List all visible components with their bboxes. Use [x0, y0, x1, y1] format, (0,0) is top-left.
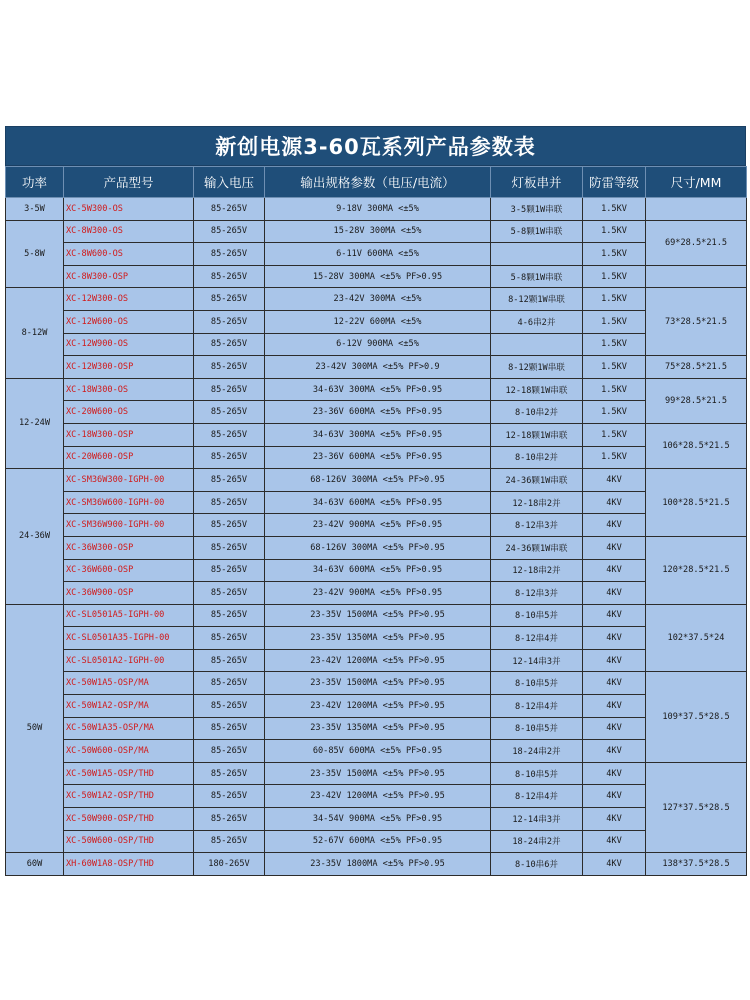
- model-cell: XC-50W1A5-OSP/THD: [64, 762, 194, 785]
- surge-level-cell: 1.5KV: [583, 446, 646, 469]
- surge-level-cell: 4KV: [583, 627, 646, 650]
- table-row: [6, 243, 747, 266]
- model-cell: XC-50W600-OSP/THD: [64, 830, 194, 853]
- board-config-cell: 3-5颗1W串联: [491, 198, 583, 221]
- output-spec-cell: 23-42V 900MA <±5% PF>0.95: [265, 514, 491, 537]
- table-row: [6, 808, 747, 831]
- surge-level-cell: 4KV: [583, 536, 646, 559]
- model-cell: XC-50W1A5-OSP/MA: [64, 672, 194, 695]
- board-config-cell: 18-24串2并: [491, 830, 583, 853]
- size-cell: [646, 198, 747, 221]
- table-row: [6, 830, 747, 853]
- model-cell: XC-18W300-OS: [64, 378, 194, 401]
- surge-level-cell: 4KV: [583, 808, 646, 831]
- input-voltage-cell: 85-265V: [194, 198, 265, 221]
- size-cell: 73*28.5*21.5: [646, 288, 747, 356]
- surge-level-cell: 1.5KV: [583, 310, 646, 333]
- output-spec-cell: 23-42V 900MA <±5% PF>0.95: [265, 582, 491, 605]
- model-cell: XC-12W900-OS: [64, 333, 194, 356]
- sheet-title: 新创电源3-60瓦系列产品参数表: [5, 126, 746, 166]
- output-spec-cell: 23-35V 1800MA <±5% PF>0.95: [265, 853, 491, 876]
- surge-level-cell: 4KV: [583, 762, 646, 785]
- input-voltage-cell: 85-265V: [194, 310, 265, 333]
- input-voltage-cell: 85-265V: [194, 695, 265, 718]
- output-spec-cell: 23-36V 600MA <±5% PF>0.95: [265, 446, 491, 469]
- output-spec-cell: 9-18V 300MA <±5%: [265, 198, 491, 221]
- header-surge-level: 防雷等级: [583, 167, 646, 198]
- board-config-cell: [491, 243, 583, 266]
- parameter-table: [5, 166, 747, 876]
- table-row: [6, 762, 747, 785]
- surge-level-cell: 1.5KV: [583, 401, 646, 424]
- surge-level-cell: 4KV: [583, 514, 646, 537]
- header-input-voltage: 输入电压: [194, 167, 265, 198]
- input-voltage-cell: 85-265V: [194, 762, 265, 785]
- model-cell: XC-36W900-OSP: [64, 582, 194, 605]
- surge-level-cell: 4KV: [583, 695, 646, 718]
- model-cell: XC-8W300-OS: [64, 220, 194, 243]
- surge-level-cell: 1.5KV: [583, 423, 646, 446]
- table-row: [6, 627, 747, 650]
- table-row: [6, 265, 747, 288]
- surge-level-cell: 4KV: [583, 853, 646, 876]
- board-config-cell: 12-14串3并: [491, 649, 583, 672]
- table-row: [6, 469, 747, 492]
- board-config-cell: 24-36颗1W串联: [491, 536, 583, 559]
- table-row: [6, 582, 747, 605]
- input-voltage-cell: 85-265V: [194, 672, 265, 695]
- table-row: [6, 717, 747, 740]
- output-spec-cell: 6-11V 600MA <±5%: [265, 243, 491, 266]
- size-cell: 127*37.5*28.5: [646, 762, 747, 852]
- input-voltage-cell: 85-265V: [194, 536, 265, 559]
- board-config-cell: [491, 333, 583, 356]
- board-config-cell: 8-10串2并: [491, 401, 583, 424]
- input-voltage-cell: 85-265V: [194, 401, 265, 424]
- model-cell: XC-36W600-OSP: [64, 559, 194, 582]
- power-cell: 8-12W: [6, 288, 64, 378]
- board-config-cell: 8-10串5并: [491, 604, 583, 627]
- board-config-cell: 5-8颗1W串联: [491, 265, 583, 288]
- board-config-cell: 4-6串2并: [491, 310, 583, 333]
- model-cell: XC-SM36W900-IGPH-00: [64, 514, 194, 537]
- input-voltage-cell: 85-265V: [194, 604, 265, 627]
- board-config-cell: 12-18串2并: [491, 559, 583, 582]
- input-voltage-cell: 85-265V: [194, 333, 265, 356]
- size-cell: 106*28.5*21.5: [646, 423, 747, 468]
- board-config-cell: 8-12串3并: [491, 582, 583, 605]
- surge-level-cell: 1.5KV: [583, 356, 646, 379]
- size-cell: 102*37.5*24: [646, 604, 747, 672]
- size-cell: 99*28.5*21.5: [646, 378, 747, 423]
- table-row: [6, 198, 747, 221]
- size-cell: 69*28.5*21.5: [646, 220, 747, 265]
- output-spec-cell: 12-22V 600MA <±5%: [265, 310, 491, 333]
- table-row: [6, 785, 747, 808]
- power-cell: 60W: [6, 853, 64, 876]
- table-row: [6, 695, 747, 718]
- input-voltage-cell: 85-265V: [194, 446, 265, 469]
- model-cell: XC-SM36W300-IGPH-00: [64, 469, 194, 492]
- power-cell: 12-24W: [6, 378, 64, 468]
- table-row: [6, 672, 747, 695]
- input-voltage-cell: 85-265V: [194, 785, 265, 808]
- table-row: [6, 649, 747, 672]
- model-cell: XC-50W600-OSP/MA: [64, 740, 194, 763]
- surge-level-cell: 1.5KV: [583, 220, 646, 243]
- output-spec-cell: 23-42V 300MA <±5% PF>0.9: [265, 356, 491, 379]
- size-cell: 138*37.5*28.5: [646, 853, 747, 876]
- table-row: [6, 220, 747, 243]
- board-config-cell: 12-18颗1W串联: [491, 378, 583, 401]
- input-voltage-cell: 85-265V: [194, 378, 265, 401]
- output-spec-cell: 23-42V 1200MA <±5% PF>0.95: [265, 649, 491, 672]
- output-spec-cell: 60-85V 600MA <±5% PF>0.95: [265, 740, 491, 763]
- board-config-cell: 24-36颗1W串联: [491, 469, 583, 492]
- surge-level-cell: 1.5KV: [583, 288, 646, 311]
- size-cell: [646, 265, 747, 288]
- header-row: [6, 167, 747, 198]
- table-row: [6, 604, 747, 627]
- output-spec-cell: 15-28V 300MA <±5% PF>0.95: [265, 265, 491, 288]
- input-voltage-cell: 85-265V: [194, 469, 265, 492]
- model-cell: XC-12W300-OSP: [64, 356, 194, 379]
- power-cell: 50W: [6, 604, 64, 853]
- output-spec-cell: 15-28V 300MA <±5%: [265, 220, 491, 243]
- output-spec-cell: 68-126V 300MA <±5% PF>0.95: [265, 536, 491, 559]
- board-config-cell: 8-12串3并: [491, 514, 583, 537]
- model-cell: XC-SM36W600-IGPH-00: [64, 491, 194, 514]
- output-spec-cell: 23-36V 600MA <±5% PF>0.95: [265, 401, 491, 424]
- model-cell: XC-SL0501A2-IGPH-00: [64, 649, 194, 672]
- board-config-cell: 8-10串5并: [491, 672, 583, 695]
- surge-level-cell: 4KV: [583, 740, 646, 763]
- size-cell: 120*28.5*21.5: [646, 536, 747, 604]
- model-cell: XC-12W300-OS: [64, 288, 194, 311]
- surge-level-cell: 1.5KV: [583, 243, 646, 266]
- input-voltage-cell: 85-265V: [194, 356, 265, 379]
- table-row: [6, 446, 747, 469]
- board-config-cell: 12-18串2并: [491, 491, 583, 514]
- board-config-cell: 8-10串5并: [491, 717, 583, 740]
- model-cell: XC-36W300-OSP: [64, 536, 194, 559]
- header-model: 产品型号: [64, 167, 194, 198]
- table-row: [6, 559, 747, 582]
- board-config-cell: 8-12颗1W串联: [491, 288, 583, 311]
- board-config-cell: 12-14串3并: [491, 808, 583, 831]
- model-cell: XC-50W1A35-OSP/MA: [64, 717, 194, 740]
- size-cell: 109*37.5*28.5: [646, 672, 747, 762]
- table-row: [6, 514, 747, 537]
- board-config-cell: 8-10串2并: [491, 446, 583, 469]
- table-row: [6, 310, 747, 333]
- table-row: [6, 333, 747, 356]
- surge-level-cell: 4KV: [583, 717, 646, 740]
- surge-level-cell: 4KV: [583, 830, 646, 853]
- model-cell: XC-12W600-OS: [64, 310, 194, 333]
- surge-level-cell: 1.5KV: [583, 198, 646, 221]
- input-voltage-cell: 85-265V: [194, 265, 265, 288]
- input-voltage-cell: 85-265V: [194, 423, 265, 446]
- model-cell: XC-18W300-OSP: [64, 423, 194, 446]
- input-voltage-cell: 85-265V: [194, 220, 265, 243]
- output-spec-cell: 23-42V 300MA <±5%: [265, 288, 491, 311]
- table-row: [6, 423, 747, 446]
- input-voltage-cell: 85-265V: [194, 514, 265, 537]
- output-spec-cell: 52-67V 600MA <±5% PF>0.95: [265, 830, 491, 853]
- table-row: [6, 401, 747, 424]
- output-spec-cell: 23-35V 1500MA <±5% PF>0.95: [265, 762, 491, 785]
- surge-level-cell: 4KV: [583, 604, 646, 627]
- output-spec-cell: 34-63V 600MA <±5% PF>0.95: [265, 559, 491, 582]
- input-voltage-cell: 85-265V: [194, 559, 265, 582]
- output-spec-cell: 68-126V 300MA <±5% PF>0.95: [265, 469, 491, 492]
- output-spec-cell: 23-42V 1200MA <±5% PF>0.95: [265, 695, 491, 718]
- board-config-cell: 5-8颗1W串联: [491, 220, 583, 243]
- surge-level-cell: 4KV: [583, 469, 646, 492]
- output-spec-cell: 23-35V 1350MA <±5% PF>0.95: [265, 627, 491, 650]
- table-row: [6, 378, 747, 401]
- surge-level-cell: 1.5KV: [583, 265, 646, 288]
- size-cell: 100*28.5*21.5: [646, 469, 747, 537]
- model-cell: XC-8W600-OS: [64, 243, 194, 266]
- surge-level-cell: 4KV: [583, 672, 646, 695]
- header-board-config: 灯板串并: [491, 167, 583, 198]
- input-voltage-cell: 85-265V: [194, 582, 265, 605]
- model-cell: XC-5W300-OS: [64, 198, 194, 221]
- output-spec-cell: 23-35V 1500MA <±5% PF>0.95: [265, 604, 491, 627]
- surge-level-cell: 1.5KV: [583, 378, 646, 401]
- output-spec-cell: 34-54V 900MA <±5% PF>0.95: [265, 808, 491, 831]
- input-voltage-cell: 85-265V: [194, 491, 265, 514]
- size-cell: 75*28.5*21.5: [646, 356, 747, 379]
- input-voltage-cell: 85-265V: [194, 740, 265, 763]
- header-power: 功率: [6, 167, 64, 198]
- board-config-cell: 8-12串4并: [491, 785, 583, 808]
- input-voltage-cell: 85-265V: [194, 830, 265, 853]
- model-cell: XC-SL0501A5-IGPH-00: [64, 604, 194, 627]
- model-cell: XC-20W600-OS: [64, 401, 194, 424]
- surge-level-cell: 4KV: [583, 785, 646, 808]
- power-cell: 24-36W: [6, 469, 64, 605]
- output-spec-cell: 34-63V 600MA <±5% PF>0.95: [265, 491, 491, 514]
- input-voltage-cell: 85-265V: [194, 288, 265, 311]
- table-body: [6, 198, 747, 876]
- table-row: [6, 491, 747, 514]
- board-config-cell: 8-12串4并: [491, 627, 583, 650]
- output-spec-cell: 34-63V 300MA <±5% PF>0.95: [265, 378, 491, 401]
- power-cell: 3-5W: [6, 198, 64, 221]
- table-row: [6, 853, 747, 876]
- input-voltage-cell: 85-265V: [194, 243, 265, 266]
- board-config-cell: 18-24串2并: [491, 740, 583, 763]
- input-voltage-cell: 85-265V: [194, 627, 265, 650]
- model-cell: XC-50W900-OSP/THD: [64, 808, 194, 831]
- output-spec-cell: 23-35V 1350MA <±5% PF>0.95: [265, 717, 491, 740]
- board-config-cell: 8-12串4并: [491, 695, 583, 718]
- surge-level-cell: 1.5KV: [583, 333, 646, 356]
- model-cell: XC-SL0501A35-IGPH-00: [64, 627, 194, 650]
- model-cell: XC-50W1A2-OSP/MA: [64, 695, 194, 718]
- surge-level-cell: 4KV: [583, 582, 646, 605]
- model-cell: XC-8W300-OSP: [64, 265, 194, 288]
- model-cell: XC-50W1A2-OSP/THD: [64, 785, 194, 808]
- input-voltage-cell: 85-265V: [194, 717, 265, 740]
- input-voltage-cell: 85-265V: [194, 808, 265, 831]
- header-output-spec: 输出规格参数（电压/电流）: [265, 167, 491, 198]
- table-row: [6, 536, 747, 559]
- board-config-cell: 8-10串6并: [491, 853, 583, 876]
- table-row: [6, 288, 747, 311]
- board-config-cell: 12-18颗1W串联: [491, 423, 583, 446]
- output-spec-cell: 34-63V 300MA <±5% PF>0.95: [265, 423, 491, 446]
- parameter-sheet: [5, 126, 746, 876]
- input-voltage-cell: 180-265V: [194, 853, 265, 876]
- surge-level-cell: 4KV: [583, 491, 646, 514]
- table-row: [6, 740, 747, 763]
- board-config-cell: 8-12颗1W串联: [491, 356, 583, 379]
- power-cell: 5-8W: [6, 220, 64, 288]
- model-cell: XH-60W1A8-OSP/THD: [64, 853, 194, 876]
- table-row: [6, 356, 747, 379]
- model-cell: XC-20W600-OSP: [64, 446, 194, 469]
- output-spec-cell: 6-12V 900MA <±5%: [265, 333, 491, 356]
- header-size: 尺寸/MM: [646, 167, 747, 198]
- output-spec-cell: 23-42V 1200MA <±5% PF>0.95: [265, 785, 491, 808]
- surge-level-cell: 4KV: [583, 649, 646, 672]
- output-spec-cell: 23-35V 1500MA <±5% PF>0.95: [265, 672, 491, 695]
- board-config-cell: 8-10串5并: [491, 762, 583, 785]
- surge-level-cell: 4KV: [583, 559, 646, 582]
- input-voltage-cell: 85-265V: [194, 649, 265, 672]
